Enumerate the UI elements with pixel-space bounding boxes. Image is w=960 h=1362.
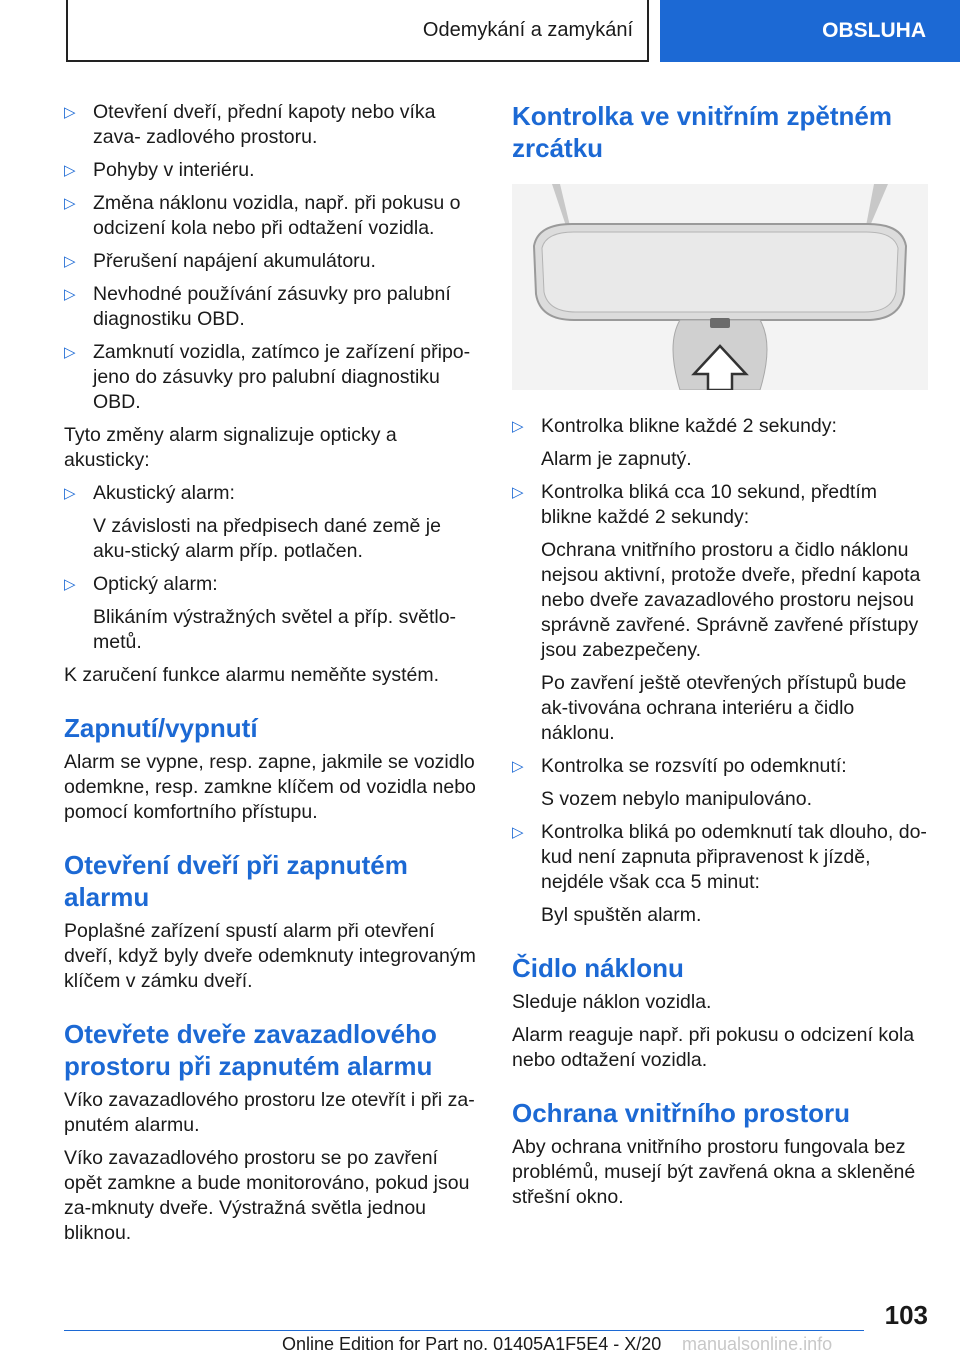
list-item: ▷ Zamknutí vozidla, zatímco je zařízení připo-jeno do zásuvky pro palubní diagnostiku OBD. <box>64 340 476 415</box>
optical-label: ▷ Optický alarm: <box>64 572 476 597</box>
indicator-state-4: ▷ Kontrolka bliká po odemknutí tak dlouho, do-kud není zapnuta připravenost k jízdě, nejdéle však cca 5 minut: <box>512 820 930 895</box>
doors-text: Poplašné zařízení spustí alarm při otevření dveří, když byly dveře odemknuty integrovaným klíčem v zámku dveří. <box>64 920 476 992</box>
onoff-text: Alarm se vypne, resp. zapne, jakmile se vozidlo odemkne, resp. zamkne klíčem od vozidla nebo pomocí komfortního přístupu. <box>64 751 476 823</box>
tilt-text-1: Sleduje náklon vozidla. <box>512 991 712 1013</box>
acoustic-label: ▷ Akustický alarm: <box>64 481 476 506</box>
indicator-state-2: ▷ Kontrolka bliká cca 10 sekund, předtím blikne každé 2 sekundy: <box>512 480 930 530</box>
section-title: OBSLUHA <box>822 19 926 42</box>
tilt-text-2: Alarm reaguje např. při pokusu o odcizení kola nebo odtažení vozidla. <box>512 1024 915 1071</box>
edition-text: Online Edition for Part no. 01405A1F5E4 - X/20 <box>282 1334 662 1354</box>
list-item: ▷ Pohyby v interiéru. <box>64 158 476 183</box>
heading-interior: Ochrana vnitřního prostoru <box>512 1098 851 1128</box>
indicator-state-1: ▷ Kontrolka blikne každé 2 sekundy: <box>512 414 930 439</box>
heading-tilt: Čidlo náklonu <box>512 953 684 983</box>
trunk-text-1: Víko zavazadlového prostoru lze otevřít i při za-pnutém alarmu. <box>64 1089 475 1136</box>
indicator-state-3: ▷ Kontrolka se rozsvítí po odemknutí: <box>512 754 930 779</box>
acoustic-text: V závislosti na předpisech dané země je aku-stický alarm příp. potlačen. <box>93 515 441 562</box>
list-item: ▷ Změna náklonu vozidla, např. při pokusu o odcizení kola nebo při odtažení vozidla. <box>64 191 476 241</box>
chapter-title: Odemykání a zamykání <box>422 18 633 41</box>
list-item: ▷ Přerušení napájení akumulátoru. <box>64 249 476 274</box>
indicator-state-1-text: Alarm je zapnutý. <box>541 448 692 470</box>
indicator-state-2-text-1: Ochrana vnitřního prostoru a čidlo náklonu nejsou aktivní, protože dveře, přední kapota nebo dveře zavazadlového prostoru nejsou správně zavřené. Správně zavřené přístupy jsou zabezpečeny. <box>541 539 921 661</box>
page-number: 103 <box>884 1300 928 1330</box>
warning-text: K zaručení funkce alarmu neměňte systém. <box>64 664 440 686</box>
heading-doors: Otevření dveří při zapnutém alarmu <box>64 850 408 912</box>
indicator-state-3-text: S vozem nebylo manipulováno. <box>541 788 812 810</box>
heading-mirror: Kontrolka ve vnitřním zpětném zrcátku <box>512 101 892 163</box>
optical-text: Blikáním výstražných světel a příp. světlo-metů. <box>93 606 457 653</box>
mirror-illustration <box>512 184 928 390</box>
signal-intro: Tyto změny alarm signalizuje opticky a akusticky: <box>64 424 397 471</box>
left-column <box>64 100 476 1254</box>
list-item: ▷ Otevření dveří, přední kapoty nebo víka zava- zadlového prostoru. <box>64 100 476 150</box>
list-item: ▷ Nevhodné používání zásuvky pro palubní diagnostiku OBD. <box>64 282 476 332</box>
heading-trunk: Otevřete dveře zavazadlového prostoru při zapnutém alarmu <box>64 1019 437 1081</box>
chapter-tab <box>66 0 649 62</box>
right-column <box>512 100 930 1218</box>
heading-onoff: Zapnutí/vypnutí <box>64 713 258 743</box>
indicator-state-4-text: Byl spuštěn alarm. <box>541 904 702 926</box>
section-tab <box>660 0 960 62</box>
interior-text: Aby ochrana vnitřního prostoru fungovala bez problémů, musejí být zavřená okna a skleněné střešní okno. <box>512 1136 916 1208</box>
trunk-text-2: Víko zavazadlového prostoru se po zavření opět zamkne a bude monitorováno, pokud jsou za-mknuty dveře. Výstražná světla jednou bliknou. <box>64 1147 470 1244</box>
indicator-state-2-text-2: Po zavření ještě otevřených přístupů bude ak-tivována ochrana interiéru a čidlo náklonu. <box>541 672 907 744</box>
footer-divider <box>64 1330 864 1331</box>
watermark: manualsonline.info <box>682 1334 833 1354</box>
mirror-drawing <box>512 184 928 390</box>
